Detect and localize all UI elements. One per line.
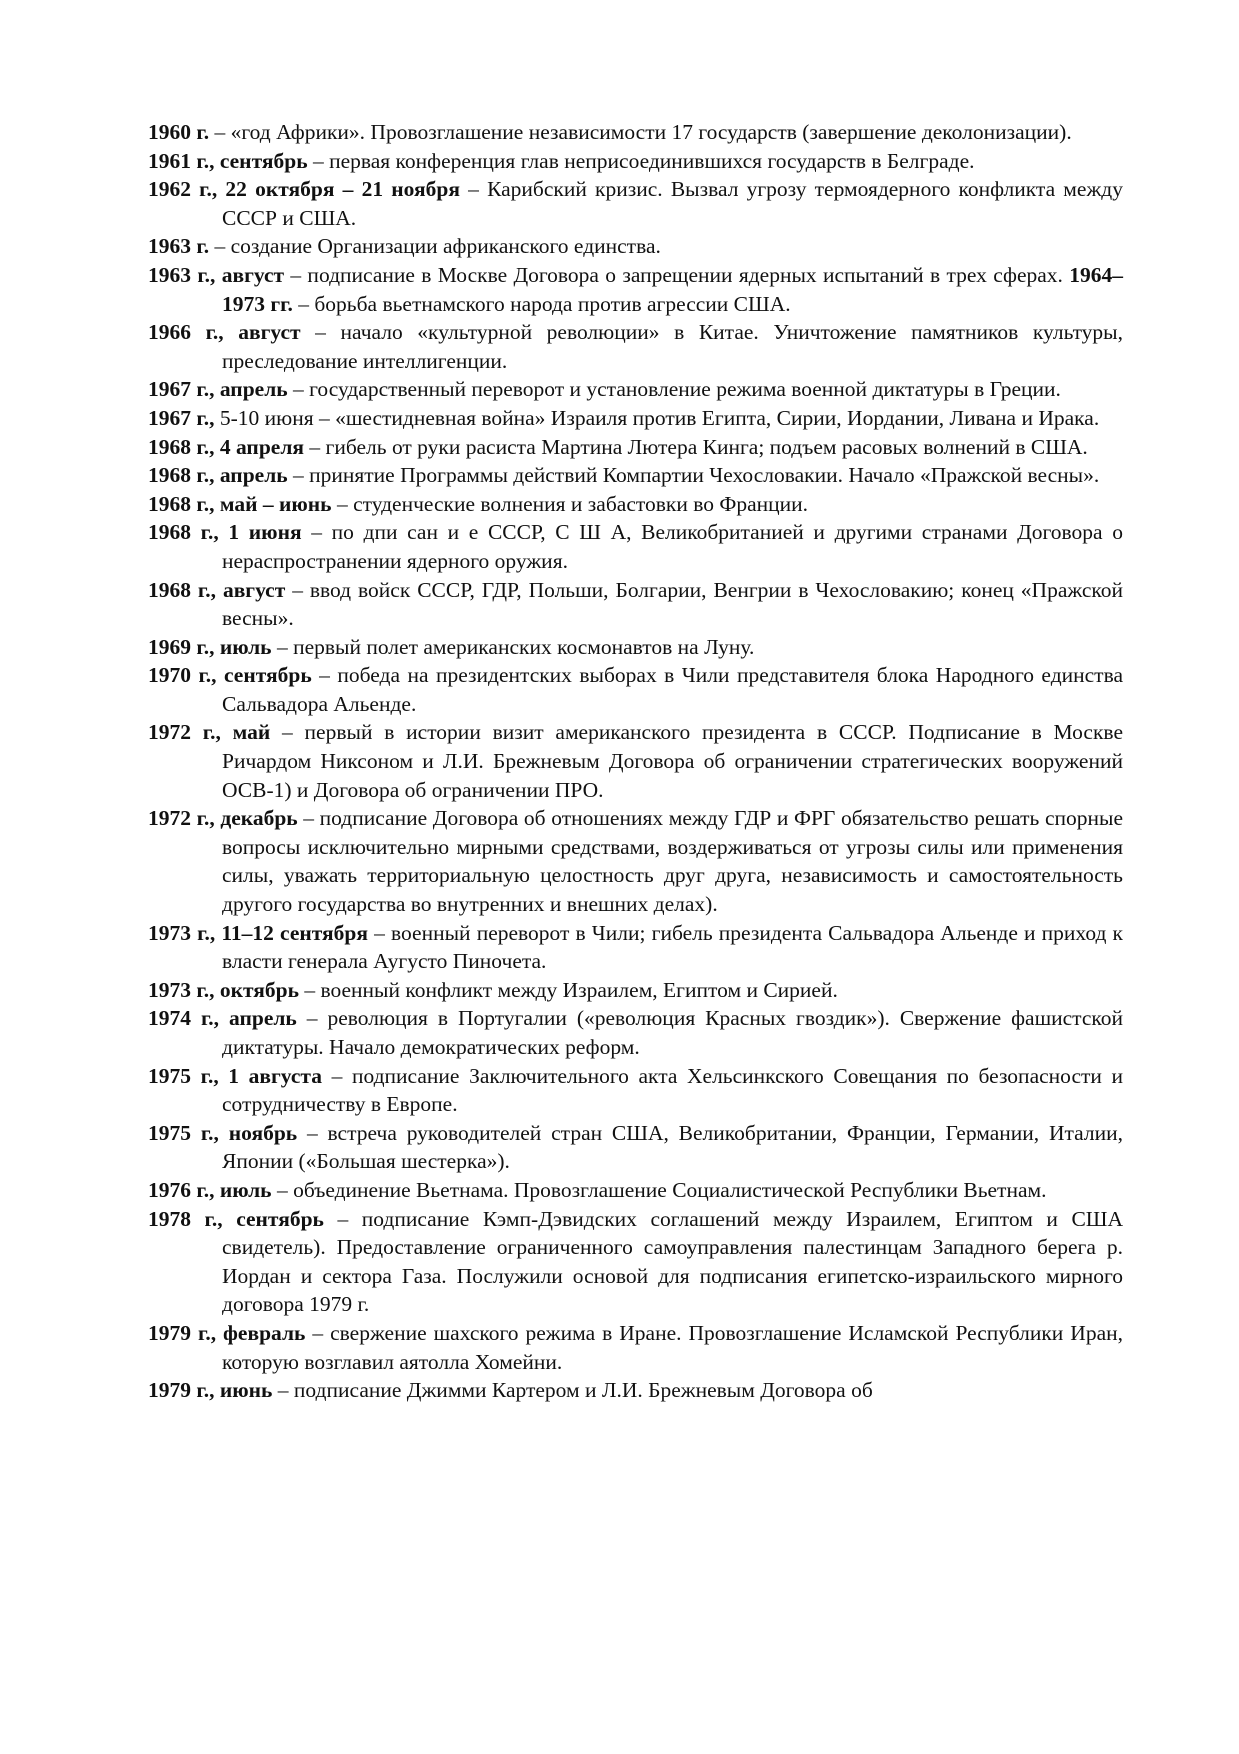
entry-text: – революция в Португалии («революция Красных гвоздик»). Свержение фашистской диктатуры. Начало демократических реформ.: [222, 1006, 1123, 1059]
entry-text: – гибель от руки расиста Мартина Лютера Кинга; подъем расовых волнений в США.: [304, 434, 1088, 459]
chronology-entry: [148, 1176, 1123, 1205]
chronology-entry: [148, 261, 1123, 318]
entry-text: 5-10 июня – «шестидневная война» Израиля против Египта, Сирии, Иордании, Ливана и Ирака.: [214, 405, 1100, 430]
entry-date: 1963 г., август: [148, 262, 285, 287]
entry-date: 1972 г., май: [148, 720, 271, 745]
entry-date: 1968 г., 1 июня: [148, 520, 302, 545]
chronology-entry: [148, 919, 1123, 976]
entry-text: – подписание в Москве Договора о запрещении ядерных испытаний в трех сферах.: [284, 262, 1070, 287]
entry-text: – подписание Кэмп-Дэвидских соглашений между Израилем, Египтом и США свидетель). Предоставление ограниченного самоуправления палестинцам Западного берега р. Иордан и сектора Газа. Послужили основой для подписания египетско-израильского мирного договора 1979 г.: [222, 1206, 1124, 1317]
entry-date: 1970 г., сентябрь: [148, 663, 312, 688]
entry-date: 1968 г., август: [148, 577, 286, 602]
entry-date: 1968 г., апрель: [148, 463, 288, 488]
entry-date: 1976 г., июль: [148, 1177, 272, 1202]
chronology-entry: [148, 433, 1123, 462]
entry-text: – Карибский кризис. Вызвал угрозу термоядерного конфликта между СССР и США.: [222, 177, 1123, 230]
entry-text: – встреча руководителей стран США, Великобритании, Франции, Германии, Италии, Японии («Большая шестерка»).: [222, 1120, 1123, 1174]
entry-text: – первый полет американских космонавтов на Луну.: [271, 634, 755, 659]
entry-date: 1972 г., декабрь: [148, 806, 298, 831]
entry-date: 1967 г., апрель: [148, 377, 288, 402]
entry-date: 1961 г., сентябрь: [148, 148, 308, 173]
chronology-entry: [148, 976, 1123, 1005]
entry-date: 1975 г., 1 августа: [148, 1063, 322, 1088]
entry-text: – первая конференция глав неприсоединившихся государств в Белграде.: [307, 148, 975, 173]
chronology-entry: [148, 518, 1123, 575]
chronology-entry: [148, 661, 1123, 718]
chronology-entry: [148, 1205, 1123, 1319]
entry-text: – военный конфликт между Израилем, Египтом и Сирией.: [298, 977, 838, 1002]
entry-text: – военный переворот в Чили; гибель президента Сальвадора Альенде и приход к власти генерала Аугусто Пиночета.: [222, 920, 1123, 974]
entry-text: – принятие Программы действий Компартии Чехословакии. Начало «Пражской весны».: [287, 463, 1100, 488]
chronology-entry: [148, 1319, 1123, 1376]
chronology-entry: [148, 232, 1123, 261]
chronology-entry: [148, 147, 1123, 176]
chronology-entry: [148, 1062, 1123, 1119]
entry-date: 1968 г., май – июнь: [148, 491, 332, 516]
chronology-entry: [148, 633, 1123, 662]
entry-date: 1962 г., 22 октября – 21 ноября: [148, 177, 460, 202]
entry-date: 1964–1973 гг.: [222, 262, 1123, 316]
entry-text: – подписание Заключительного акта Хельсинкского Совещания по безопасности и сотрудничеству в Европе.: [222, 1063, 1124, 1117]
entry-date: 1967 г.,: [148, 405, 215, 430]
chronology-entry: [148, 1376, 1123, 1405]
chronology-entry: [148, 490, 1123, 519]
entry-text: – победа на президентских выборах в Чили представителя блока Народного единства Сальвадора Альенде.: [222, 663, 1123, 716]
entry-date: 1963 г.: [148, 234, 210, 259]
chronology-entry: [148, 804, 1123, 918]
entry-date: 1973 г., октябрь: [148, 977, 299, 1002]
entry-text: – свержение шахского режима в Иране. Провозглашение Исламской Республики Иран, которую возглавил аятолла Хомейни.: [222, 1320, 1123, 1374]
entry-date: 1968 г., 4 апреля: [148, 434, 305, 459]
entry-date: 1960 г.: [148, 120, 210, 144]
entry-text: – подписание Договора об отношениях между ГДР и ФРГ обязательство решать спорные вопросы исключительно мирными средствами, воздерживаться от угрозы силы или применения силы, уважать территориальную целостность друг друга, независимость и самостоятельность другого государства во внутренних и внешних делах).: [222, 806, 1123, 917]
entry-text: – объединение Вьетнама. Провозглашение Социалистической Республики Вьетнам.: [271, 1177, 1047, 1202]
chronology-entry: [148, 375, 1123, 404]
entry-date: 1969 г., июль: [148, 634, 272, 659]
entry-text: – создание Организации африканского единства.: [209, 234, 661, 259]
chronology-entry: [148, 175, 1123, 232]
chronology-entry: [148, 404, 1123, 433]
entry-date: 1973 г., 11–12 сентября: [148, 920, 369, 945]
entry-date: 1979 г., июнь: [148, 1378, 273, 1403]
entry-date: 1979 г., февраль: [148, 1320, 306, 1345]
chronology-entry: [148, 1004, 1123, 1061]
chronology-entry: [148, 318, 1123, 375]
entry-date: 1966 г., август: [148, 320, 301, 345]
entry-date: 1974 г., апрель: [148, 1006, 297, 1031]
entry-text: – «год Африки». Провозглашение независимости 17 государств (завершение деколонизации).: [209, 120, 1072, 144]
entry-text: – студенческие волнения и забастовки во Франции.: [331, 491, 809, 516]
entry-text: – борьба вьетнамского народа против агрессии США.: [292, 291, 791, 316]
entry-text: – ввод войск СССР, ГДР, Польши, Болгарии, Венгрии в Чехословакию; конец «Пражской весны».: [222, 577, 1123, 631]
entry-text: – начало «культурной революции» в Китае. Уничтожение памятников культуры, преследование интеллигенции.: [222, 320, 1123, 373]
entry-date: 1975 г., ноябрь: [148, 1120, 298, 1145]
chronology-entry: [148, 1119, 1123, 1176]
chronology-entry: [148, 118, 1123, 147]
entry-text: – по дпи сан и е СССР, С Ш А, Великобританией и другими странами Договора о нераспространении ядерного оружия.: [222, 520, 1123, 573]
entry-text: – первый в истории визит американского президента в СССР. Подписание в Москве Ричардом Никсоном и Л.И. Брежневым Договора об ограничении стратегических вооружений ОСВ-1) и Договора об ограничении ПРО.: [222, 720, 1123, 802]
entry-date: 1978 г., сентябрь: [148, 1206, 324, 1231]
document-page: [148, 118, 1123, 1405]
chronology-entry: [148, 576, 1123, 633]
entry-text: – государственный переворот и установление режима военной диктатуры в Греции.: [287, 377, 1061, 402]
chronology-entry: [148, 461, 1123, 490]
chronology-entry: [148, 718, 1123, 804]
chronology-list: [148, 118, 1123, 1405]
entry-text: – подписание Джимми Картером и Л.И. Брежневым Договора об: [272, 1378, 873, 1403]
